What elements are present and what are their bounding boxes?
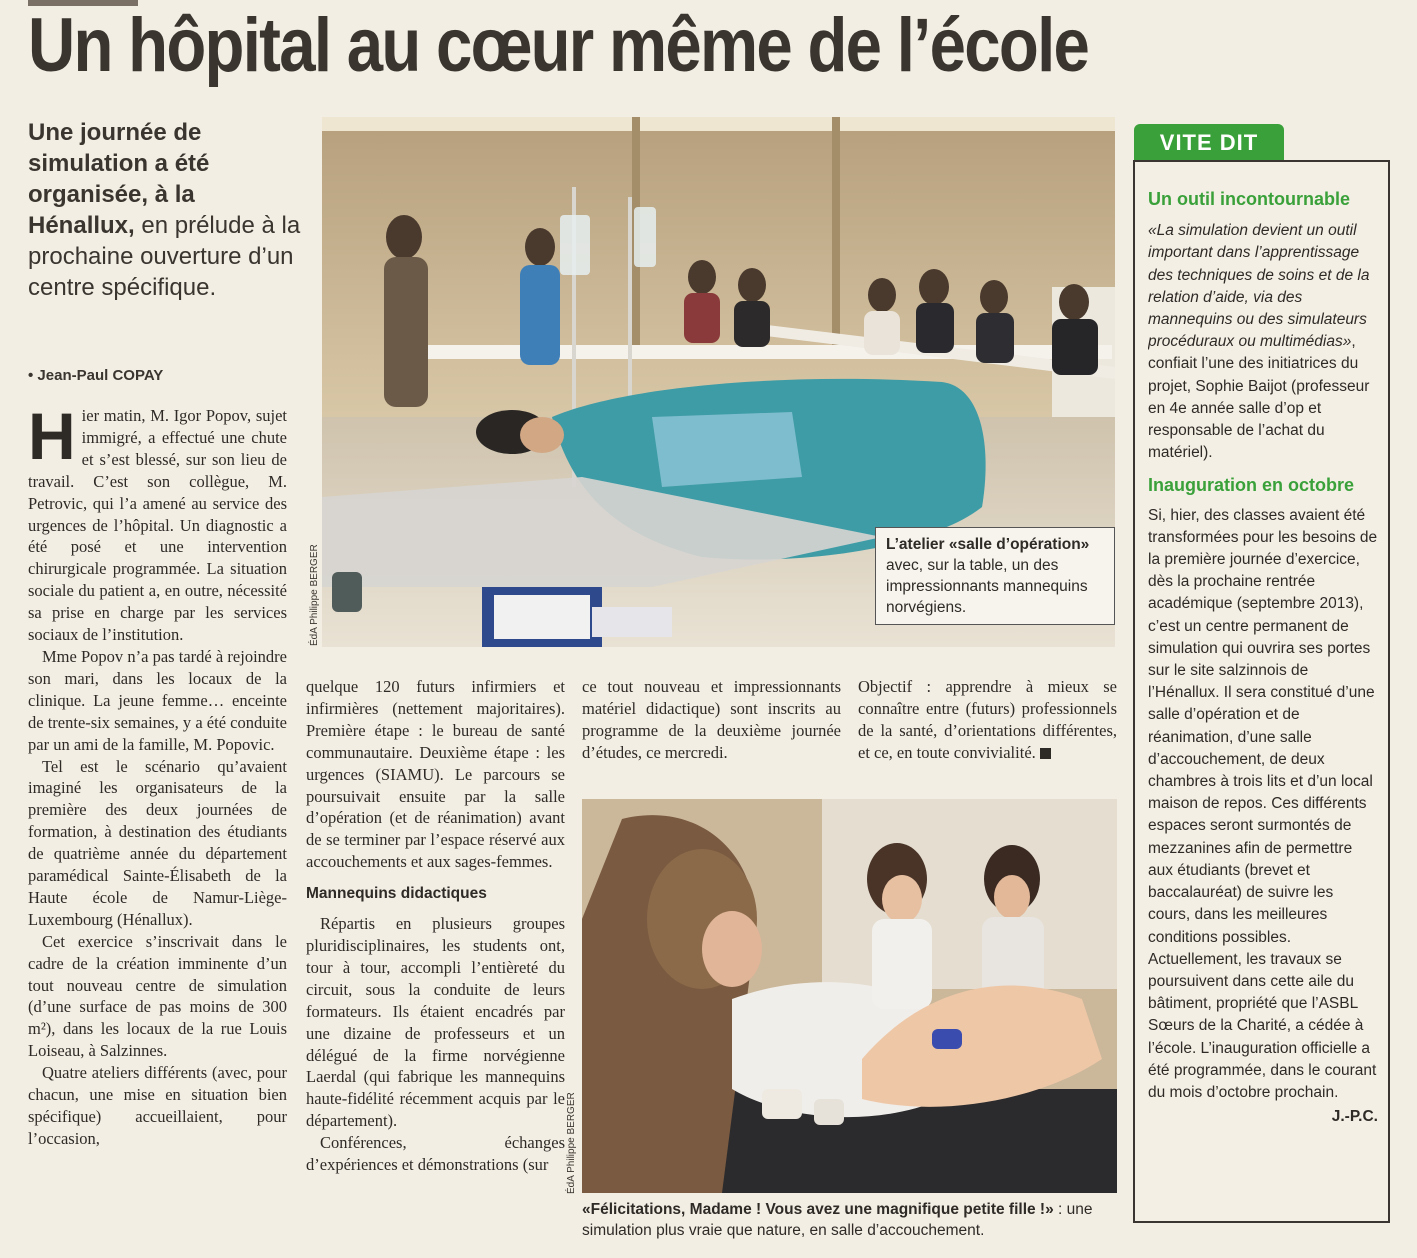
paragraph: Tel est le scénario qu’avaient imaginé les organisateurs de la première des deux journées de formation, à destination des étudiants de quatrième année du département paramédical Sainte-Élisabeth de la Haute école de Namur-Liège-Luxembourg (Hénallux). — [28, 756, 287, 929]
page-title: Un hôpital au cœur même de l’école — [28, 3, 1089, 88]
byline: • Jean-Paul COPAY — [28, 367, 164, 384]
photo-credit: ÉdA Philippe BERGER — [309, 544, 320, 646]
lead-bold: Une journée de simulation a été organisée, à la Hénallux, — [28, 119, 210, 239]
column-4 — [858, 676, 1117, 786]
paragraph: Répartis en plusieurs groupes pluridisciplinaires, les students ont, tour à tour, accompli l’entièreté du circuit, sous la conduite de leurs formateurs. Ils étaient encadrés par une dizaine de professeurs et un délégué de la firme norvégienne Laerdal (qui fabrique les mannequins haute-fidélité récemment acquis par le département). — [306, 914, 565, 1131]
paragraph: Mme Popov n’a pas tardé à rejoindre son mari, dans les locaux de la clinique. La jeune femme… enceinte de trente-six semaines, y a été conduite par un ami de la famille, M. Popovic. — [28, 646, 287, 754]
paragraph: ce tout nouveau et impressionnants matériel didactique) sont inscrits au programme de la deuxième journée d’études, ce mercredi. — [582, 677, 841, 762]
caption-title: L’atelier «salle d’opération» — [886, 536, 1090, 553]
paragraph: Quatre ateliers différents (avec, pour chacun, une mise en situation bien spécifique) accueillaient, pour l’occasion, — [28, 1063, 287, 1148]
photo-delivery-room — [582, 799, 1117, 1193]
sidebar-content — [1148, 188, 1378, 1218]
sidebar-tab: VITE DIT — [1134, 124, 1284, 161]
sidebar-head-2: Inauguration en octobre — [1148, 475, 1355, 496]
column-2 — [306, 676, 565, 1246]
caption-text: avec, sur la table, un des impressionnants mannequins norvégiens. — [886, 557, 1088, 616]
sidebar-signature: J.-P.C. — [1331, 1108, 1378, 1126]
drop-cap: H — [28, 405, 76, 473]
photo-caption — [582, 1199, 1122, 1241]
caption-text: : une simulation plus vraie que nature, en salle d’accouchement. — [582, 1201, 1093, 1239]
photo-caption — [875, 527, 1115, 625]
sidebar-quote: «La simulation devient un outil important dans l’apprentissage des techniques de soins et de la relation d’aide, via des mannequins ou des simulateurs procéduraux ou multimédias» — [1148, 222, 1370, 351]
sidebar-quote-attribution: , confiait l’une des initiatrices du projet, Sophie Baijot (professeur en 4e année salle d’op et responsable de l’achat du matériel). — [1148, 333, 1370, 462]
photo-delivery-room-image — [582, 799, 1117, 1193]
column-1 — [28, 405, 287, 1255]
paragraph: ier matin, M. Igor Popov, sujet immigré, a effectué une chute et s’est blessé, sur son lieu de travail. C’est son collègue, M. Petrovic, qui l’a amené au service des urgences de l’hôpital. Un diagnostic a été posé et une intervention chirurgicale programmée. La situation sociale du patient a, en outre, nécessité sa prise en charge par les services sociaux de l’institution. — [28, 406, 287, 645]
paragraph: Cet exercice s’inscrivait dans le cadre de la création imminente d’un tout nouveau centre de simulation (d’une surface de pas moins de 300 m²), dans les locaux de la rue Louis Loiseau, à Salzinnes. — [28, 931, 287, 1061]
caption-title: «Félicitations, Madame ! Vous avez une magnifique petite fille !» — [582, 1201, 1054, 1218]
lead-rest: en prélude à la prochaine ouverture d’un centre spécifique. — [28, 212, 301, 301]
photo-credit: ÉdA Philippe BERGER — [566, 1092, 577, 1194]
sidebar-paragraph: Si, hier, des classes avaient été transformées pour les besoins de la première journée d’exercice, dès la prochaine rentrée académique (septembre 2013), c’est un centre permanent de simulation qui ouvrira ses portes sur le site salzinnois de l’Hénallux. Il sera constitué d’une salle d’opération et de réanimation, d’une salle d’accouchement, de deux chambres à trois lits et d’un local maison de repos. Ces différents espaces seront surmontés de mezzanines afin de permettre aux étudiants (brevet et baccalauréat) de suivre les cours, dans les meilleures conditions possibles. Actuellement, les travaux se poursuivent dans cette aile du bâtiment, propriété que l’ASBL Sœurs de la Charité, a cédée à l’école. L’inauguration officielle a été programmée, dans le courant du mois d’octobre prochain. — [1148, 506, 1378, 1101]
section-subhead: Mannequins didactiques — [306, 885, 487, 903]
paragraph: Conférences, échanges d’expériences et démonstrations (sur — [306, 1133, 565, 1175]
sidebar-head-1: Un outil incontournable — [1148, 189, 1350, 209]
end-mark-icon — [1040, 748, 1051, 759]
column-3 — [582, 676, 841, 786]
paragraph: Objectif : apprendre à mieux se connaître entre (futurs) professionnels de la santé, d’orientations différentes, et ce, en toute convivialité. — [858, 677, 1117, 762]
article-lead — [28, 117, 308, 303]
paragraph: quelque 120 futurs infirmiers et infirmières (nettement majoritaires). Première étape : le bureau de santé communautaire. Deuxième étape : les urgences (SIAMU). Le parcours se poursuivait ensuite par la salle d’opération (et de réanimation) avant de se terminer par l’espace réservé aux accouchements et aux sages-femmes. — [306, 677, 565, 872]
